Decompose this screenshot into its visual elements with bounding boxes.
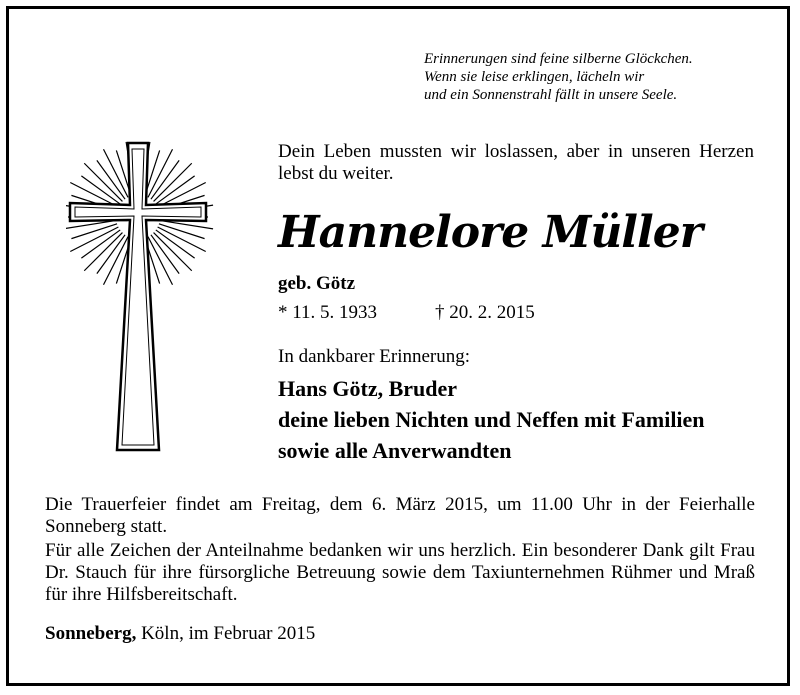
mourner-line: sowie alle Anverwandten [278, 438, 512, 463]
birth-date: * 11. 5. 1933 [278, 302, 378, 323]
mourner-line: deine lieben Nichten und Neffen mit Familien [278, 407, 705, 432]
poem-line: und ein Sonnenstrahl fällt in unsere Seele. [424, 87, 678, 103]
death-date: † 20. 2. 2015 [435, 302, 535, 323]
poem-line: Erinnerungen sind feine silberne Glöckchen. [424, 51, 693, 67]
signature-place: Sonneberg, [45, 623, 137, 644]
signature-rest: Köln, im Februar 2015 [141, 623, 316, 644]
poem [424, 50, 754, 104]
birth-name: geb. Götz [278, 273, 356, 294]
poem-line: Wenn sie leise erklingen, lächeln wir [424, 69, 645, 85]
intro-text: Dein Leben mussten wir loslassen, aber in unseren Herzen lebst du weiter. [278, 141, 754, 184]
mourners-list [278, 373, 778, 466]
mourners-intro: In dankbarer Erinnerung: [278, 346, 471, 367]
thanks-text: Für alle Zeichen der Anteilnahme bedanken wir uns herzlich. Ein besonderer Dank gilt Frau Dr. Stauch für ihre fürsorgliche Betreuung sowie dem Taxiunternehmen Rühmer und Mraß für ihre Hilfsbereitschaft. [45, 540, 755, 605]
life-dates [278, 302, 535, 324]
signature-line [45, 623, 315, 645]
deceased-name: Hannelore Müller [278, 207, 702, 258]
radiant-cross-icon [66, 135, 216, 460]
mourner-line: Hans Götz, Bruder [278, 376, 458, 401]
ceremony-text: Die Trauerfeier findet am Freitag, dem 6. März 2015, um 11.00 Uhr in der Feierhalle Sonneberg statt. [45, 494, 755, 537]
